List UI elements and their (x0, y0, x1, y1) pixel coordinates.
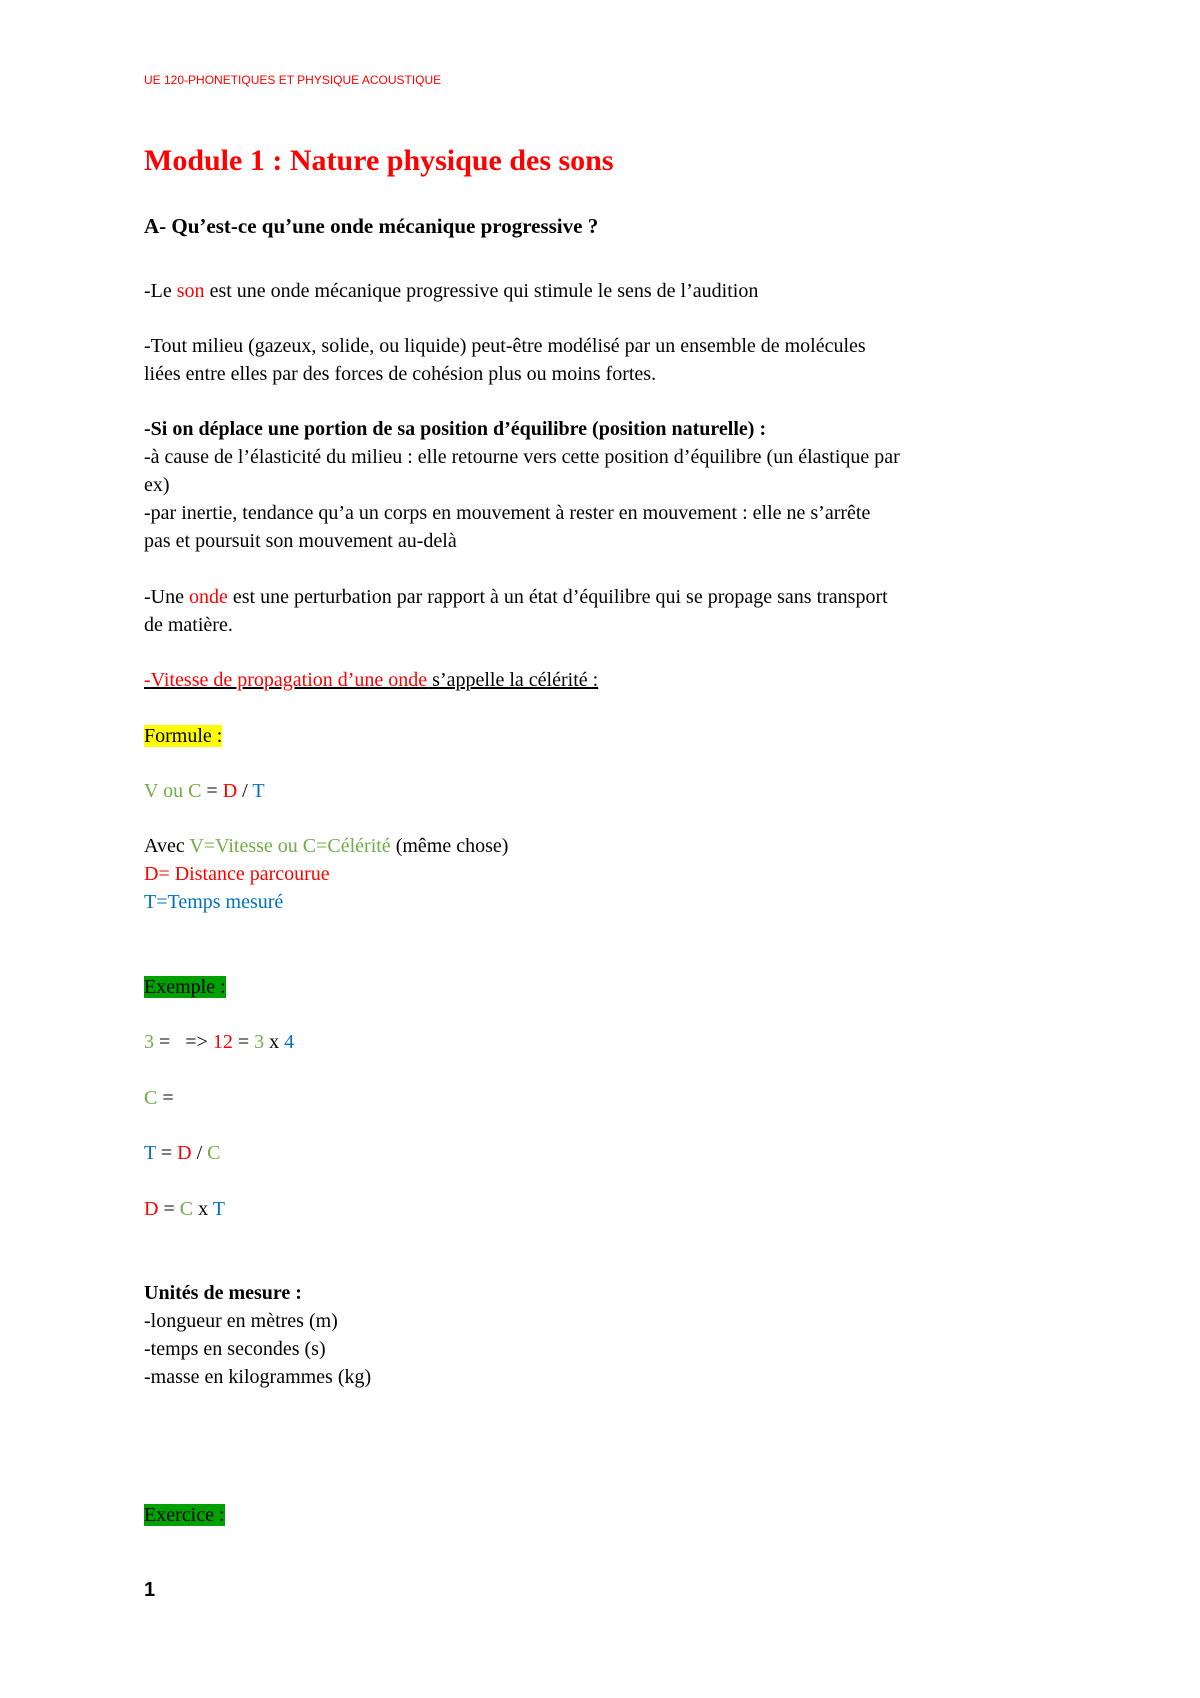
term-vitesse: Vitesse de propagation d’une onde (150, 669, 428, 691)
page-number: 1 (144, 1579, 156, 1601)
paragraph-son: -Le son est une onde mécanique progressive qui stimule le sens de l’audition (144, 280, 759, 302)
units-heading: Unités de mesure : (144, 1282, 302, 1304)
example-line-4: D = C x T (144, 1198, 225, 1220)
paragraph-vitesse: -Vitesse de propagation d’une onde s’appelle la célérité : (144, 669, 599, 691)
paragraph-onde-line1: -Une onde est une perturbation par rapport à un état d’équilibre qui se propage sans transport (144, 586, 888, 608)
inertie-line1: -par inertie, tendance qu’a un corps en mouvement à rester en mouvement : elle ne s’arrête (144, 502, 871, 524)
unit-item-mass: -masse en kilogrammes (kg) (144, 1366, 372, 1388)
elasticite-line2: ex) (144, 474, 170, 496)
inertie-line2: pas et poursuit son mouvement au-delà (144, 530, 457, 552)
example-line-2: C = (144, 1087, 174, 1109)
elasticite-line1: -à cause de l’élasticité du milieu : elle retourne vers cette position d’équilibre (un élastique par (144, 446, 900, 468)
paragraph-onde-line2: de matière. (144, 614, 233, 636)
exemple-label: Exemple : (144, 976, 226, 998)
section-a-heading: A- Qu’est-ce qu’une onde mécanique progressive ? (144, 214, 599, 238)
example-line-1: 3 = => 12 = 3 x 4 (144, 1031, 295, 1053)
example-line-3: T = D / C (144, 1142, 221, 1164)
paragraph-milieu-line1: -Tout milieu (gazeux, solide, ou liquide) peut-être modélisé par un ensemble de molécules (144, 335, 866, 357)
paragraph-milieu-line2: liées entre elles par des forces de cohésion plus ou moins fortes. (144, 363, 657, 385)
avec-line: Avec V=Vitesse ou C=Célérité (même chose) (144, 835, 509, 857)
distance-definition: D= Distance parcourue (144, 863, 330, 885)
unit-item-length: -longueur en mètres (m) (144, 1310, 338, 1332)
term-son: son (176, 280, 205, 302)
formula-line: V ou C = D / T (144, 780, 265, 802)
module-title: Module 1 : Nature physique des sons (144, 144, 614, 177)
paragraph-deplacement-heading: -Si on déplace une portion de sa position d’équilibre (position naturelle) : (144, 418, 767, 440)
formule-label: Formule : (144, 725, 223, 747)
unit-item-time: -temps en secondes (s) (144, 1338, 326, 1360)
page-header: UE 120-PHONETIQUES ET PHYSIQUE ACOUSTIQUE (144, 73, 442, 87)
exercice-label: Exercice : (144, 1504, 225, 1526)
term-onde: onde (188, 586, 228, 608)
temps-definition: T=Temps mesuré (144, 891, 284, 913)
